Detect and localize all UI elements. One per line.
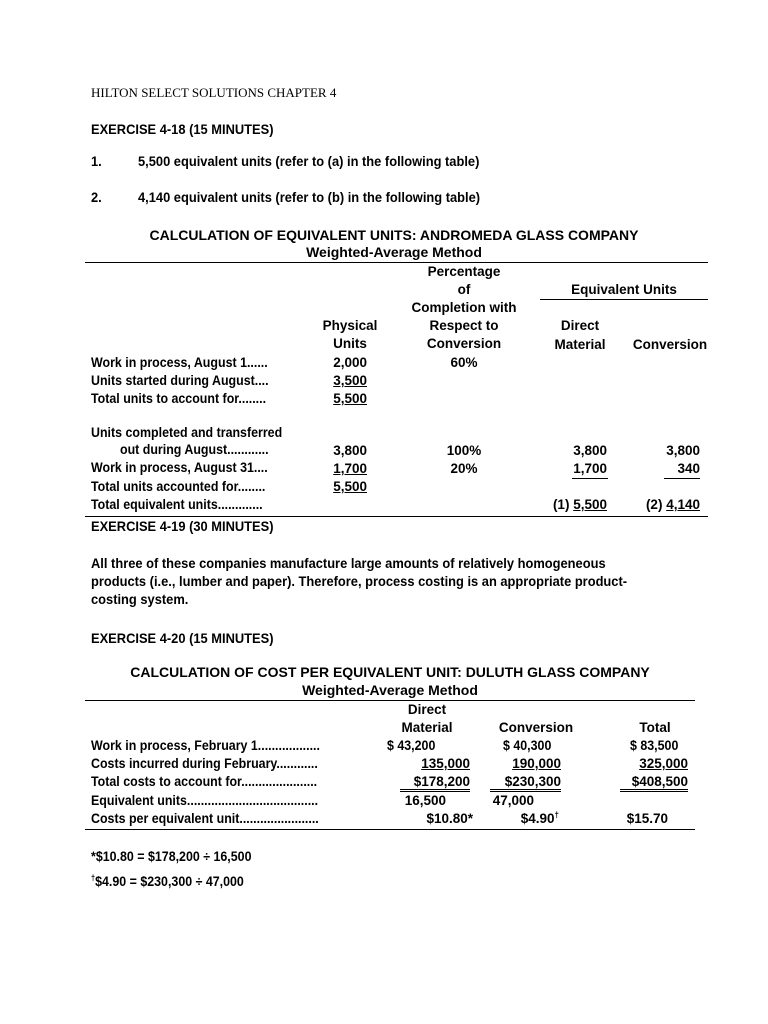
- exercise-4-19-title: EXERCISE 4-19 (30 MINUTES): [91, 518, 274, 534]
- row-started-physical: 3,500: [333, 373, 367, 388]
- equivalent-units-rule: [540, 299, 708, 300]
- answer-tag-1: (1): [552, 497, 570, 512]
- answer-tag-2: (2): [645, 497, 663, 512]
- col-pct-line2: of: [457, 282, 471, 297]
- row-total-equivalent-conversion: [628, 497, 700, 512]
- row-wip-end-dm: 1,700: [573, 461, 607, 476]
- t2-row-total-costs-dm: $178,200: [400, 774, 470, 792]
- ex19-paragraph-line2: products (i.e., lumber and paper). Therefore, process costing is an appropriate product-: [91, 573, 628, 589]
- t2-row-wip-conversion: $ 40,300: [503, 738, 552, 753]
- t2-row-wip-label: Work in process, February 1..................: [91, 738, 320, 753]
- row-total-equivalent-dm: [545, 497, 607, 512]
- t2-row-eq-units-conversion: 47,000: [492, 793, 534, 808]
- col-dm-line2: Material: [554, 337, 606, 352]
- footnote-1: *$10.80 = $178,200 ÷ 16,500: [91, 849, 252, 864]
- row-completed-dm: 3,800: [573, 443, 607, 458]
- footnote-2: [91, 874, 244, 889]
- t2-row-incurred-dm: 135,000: [421, 756, 470, 771]
- row-completed-pct: 100%: [446, 443, 482, 458]
- t2-col-total: Total: [639, 720, 671, 735]
- dagger-mark: †: [554, 810, 559, 820]
- total-equivalent-conversion-value: 4,140: [666, 497, 700, 512]
- t2-cost-per-unit-conversion-value: $4.90: [520, 811, 555, 826]
- t2-row-eq-units-dm: 16,500: [404, 793, 446, 808]
- row-wip-begin-label: Work in process, August 1......: [91, 355, 268, 370]
- row-completed-label-line1: Units completed and transferred: [91, 425, 283, 440]
- row-completed-label-line2: out during August............: [120, 442, 269, 457]
- t2-row-total-costs-total: $408,500: [620, 774, 688, 792]
- t2-row-incurred-total: 325,000: [639, 756, 688, 771]
- table2-title: CALCULATION OF COST PER EQUIVALENT UNIT: DULUTH GLASS COMPANY: [130, 664, 650, 680]
- table1-bottom-rule: [85, 516, 708, 517]
- col-pct-line5: Conversion: [426, 336, 502, 351]
- item-2-text: 4,140 equivalent units (refer to (b) in the following table): [138, 189, 481, 205]
- t2-row-wip-dm: $ 43,200: [387, 738, 436, 753]
- table2-method: Weighted-Average Method: [302, 682, 478, 698]
- item-1-text: 5,500 equivalent units (refer to (a) in the following table): [138, 153, 480, 169]
- table1-top-rule: [85, 262, 708, 263]
- conversion-subtotal-rule: [664, 478, 700, 479]
- col-dm-line1: Direct: [560, 318, 600, 333]
- row-wip-end-conversion: 340: [677, 461, 700, 476]
- t2-row-cost-per-unit-dm: $10.80*: [426, 811, 473, 826]
- table1-title: CALCULATION OF EQUIVALENT UNITS: ANDROMEDA GLASS COMPANY: [149, 227, 639, 243]
- row-total-accounted-label: Total units accounted for........: [91, 479, 266, 494]
- t2-row-incurred-label: Costs incurred during February............: [91, 756, 318, 771]
- row-wip-end-physical: 1,700: [333, 461, 367, 476]
- t2-row-total-costs-label: Total costs to account for......................: [91, 774, 318, 789]
- row-wip-begin-pct: 60%: [450, 355, 478, 370]
- row-total-to-account-label: Total units to account for........: [91, 391, 267, 406]
- row-started-label: Units started during August....: [91, 373, 269, 388]
- col-physical-line2: Units: [333, 336, 367, 351]
- row-wip-end-label: Work in process, August 31....: [91, 460, 268, 475]
- row-total-equivalent-label: Total equivalent units.............: [91, 497, 263, 512]
- t2-row-eq-units-label: Equivalent units......................................: [91, 793, 319, 808]
- ex19-paragraph-line1: All three of these companies manufacture large amounts of relatively homogeneous: [91, 555, 606, 571]
- t2-row-cost-per-unit-total: $15.70: [626, 811, 668, 826]
- ex19-paragraph-line3: costing system.: [91, 591, 189, 607]
- row-wip-begin-physical: 2,000: [333, 355, 367, 370]
- t2-col-conversion: Conversion: [498, 720, 574, 735]
- exercise-4-20-title: EXERCISE 4-20 (15 MINUTES): [91, 630, 274, 646]
- table2-bottom-rule: [85, 829, 695, 830]
- col-conversion: Conversion: [632, 337, 708, 352]
- col-pct-line3: Completion with: [411, 300, 517, 315]
- dm-subtotal-rule: [572, 478, 608, 479]
- document-header: HILTON SELECT SOLUTIONS CHAPTER 4: [91, 85, 337, 100]
- row-completed-physical: 3,800: [333, 443, 367, 458]
- footnote-2-text: $4.90 = $230,300 ÷ 47,000: [95, 874, 244, 889]
- row-total-accounted-physical: 5,500: [333, 479, 367, 494]
- t2-row-cost-per-unit-conversion: [490, 811, 559, 826]
- t2-row-wip-total: $ 83,500: [630, 738, 679, 753]
- item-2-number: 2.: [91, 189, 102, 205]
- exercise-4-18-title: EXERCISE 4-18 (15 MINUTES): [91, 121, 274, 137]
- col-physical-line1: Physical: [322, 318, 378, 333]
- table2-top-rule: [85, 700, 695, 701]
- row-wip-end-pct: 20%: [450, 461, 478, 476]
- t2-row-incurred-conversion: 190,000: [512, 756, 561, 771]
- t2-col-dm-line2: Material: [401, 720, 453, 735]
- col-pct-line1: Percentage: [427, 264, 501, 279]
- table1-method: Weighted-Average Method: [306, 244, 482, 260]
- t2-row-cost-per-unit-label: Costs per equivalent unit.......................: [91, 811, 319, 826]
- footnote-2-dagger: †: [91, 873, 96, 883]
- col-equivalent-units: Equivalent Units: [571, 282, 677, 297]
- t2-row-total-costs-conversion: $230,300: [490, 774, 561, 792]
- item-1-number: 1.: [91, 153, 102, 169]
- total-equivalent-dm-value: 5,500: [573, 497, 607, 512]
- col-pct-line4: Respect to: [429, 318, 499, 333]
- row-total-to-account-physical: 5,500: [333, 391, 367, 406]
- t2-col-dm-line1: Direct: [407, 702, 447, 717]
- row-completed-conversion: 3,800: [666, 443, 700, 458]
